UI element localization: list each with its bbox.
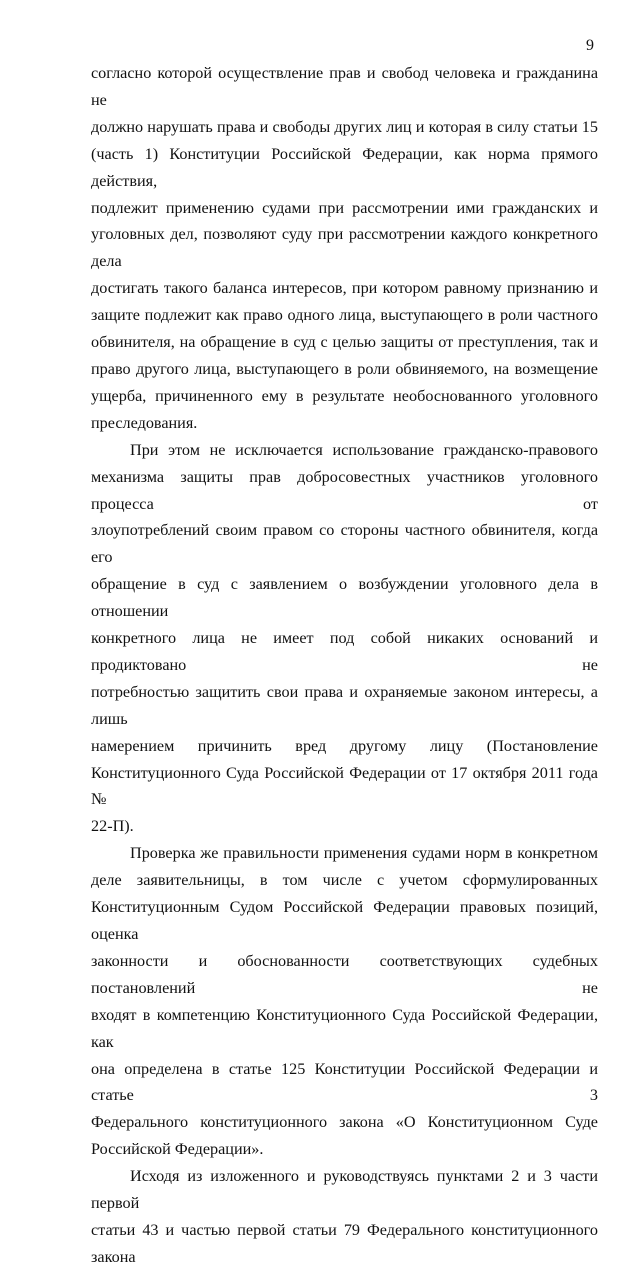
text-line: Конституционным Судом Российской Федерации правовых позиций, оценка: [91, 898, 598, 943]
text-line: конкретного лица не имеет под собой никаких оснований и продиктовано не: [91, 629, 598, 674]
text-line: обращение в суд с заявлением о возбуждении уголовного дела в отношении: [91, 575, 598, 621]
text-line: При этом не исключается использование гражданско-правового: [130, 440, 598, 459]
text-line: намерением причинить вред другому лицу (Постановление: [91, 736, 598, 755]
text-line: злоупотреблений своим правом со стороны частного обвинителя, когда его: [91, 521, 598, 567]
text-line: подлежит применению судами при рассмотрении ими гражданских и: [91, 198, 598, 217]
text-line: законности и обоснованности соответствующих судебных постановлений не: [91, 951, 598, 997]
paragraph: [91, 1163, 598, 1271]
text-line: входят в компетенцию Конституционного Суда Российской Федерации, как: [91, 1005, 598, 1051]
text-line: (часть 1) Конституции Российской Федерации, как норма прямого действия,: [91, 144, 598, 190]
paragraph: [91, 840, 598, 1163]
text-line: Федерального конституционного закона «О Конституционном Суде: [91, 1113, 598, 1132]
text-line: она определена в статье 125 Конституции Российской Федерации и статье 3: [91, 1059, 598, 1105]
text-line: 22-П).: [91, 817, 134, 836]
text-line: деле заявительницы, в том числе с учетом сформулированных: [91, 871, 598, 890]
text-line: Российской Федерации».: [91, 1140, 264, 1159]
document-body: [91, 60, 598, 1271]
text-line: ущерба, причиненного ему в результате необоснованного уголовного: [91, 386, 598, 405]
text-line: право другого лица, выступающего в роли обвиняемого, на возмещение: [91, 359, 598, 378]
text-line: согласно которой осуществление прав и свобод человека и гражданина не: [91, 64, 598, 109]
page-number: 9: [586, 37, 594, 54]
text-line: достигать такого баланса интересов, при котором равному признанию и: [91, 279, 598, 298]
text-line: Исходя из изложенного и руководствуясь пунктами 2 и 3 части первой: [91, 1167, 598, 1213]
paragraph: [91, 60, 598, 437]
text-line: Конституционного Суда Российской Федерации от 17 октября 2011 года №: [91, 763, 598, 809]
paragraph: [91, 437, 598, 841]
text-line: должно нарушать права и свободы других лиц и которая в силу статьи 15: [91, 117, 598, 136]
text-line: механизма защиты прав добросовестных участников уголовного процесса от: [91, 467, 598, 513]
text-line: Проверка же правильности применения судами норм в конкретном: [130, 844, 598, 863]
text-line: потребностью защитить свои права и охраняемые законом интересы, а лишь: [91, 682, 598, 728]
text-line: уголовных дел, позволяют суду при рассмотрении каждого конкретного дела: [91, 225, 598, 271]
text-line: преследования.: [91, 413, 198, 432]
text-line: статьи 43 и частью первой статьи 79 Федерального конституционного закона: [91, 1220, 598, 1266]
text-line: защите подлежит как право одного лица, выступающего в роли частного: [91, 306, 598, 325]
text-line: обвинителя, на обращение в суд с целью защиты от преступления, так и: [91, 333, 598, 352]
